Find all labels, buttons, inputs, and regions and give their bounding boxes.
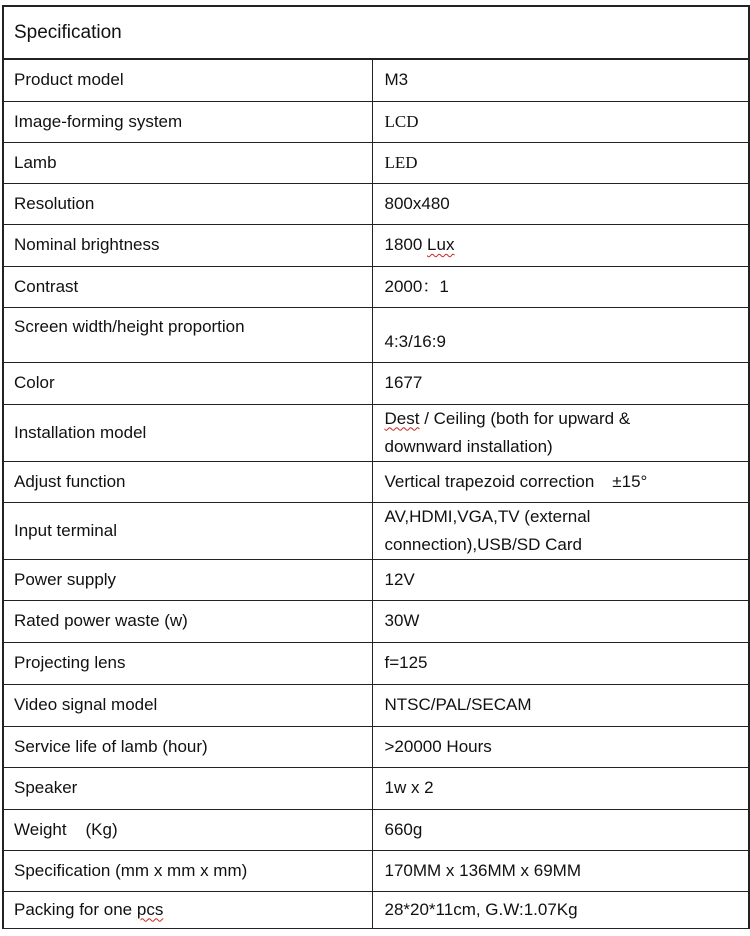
table-row — [4, 684, 748, 726]
row-value — [372, 461, 748, 502]
row-label: Lamb — [4, 142, 372, 183]
row-value: 660g — [372, 809, 748, 850]
row-label: Color — [4, 362, 372, 404]
row-value: >20000 Hours — [372, 726, 748, 767]
row-label-part: pcs — [136, 899, 164, 919]
row-label: Input terminal — [4, 502, 372, 559]
spec-sheet — [2, 5, 750, 929]
row-label: Nominal brightness — [4, 224, 372, 266]
row-value-part: / Ceiling (both for upward & — [419, 408, 631, 428]
row-label: Screen width/height proportion — [4, 307, 372, 362]
row-label: Projecting lens — [4, 642, 372, 684]
row-value-part: AV,HDMI,VGA,TV (external — [384, 506, 591, 526]
table-row — [4, 850, 748, 891]
row-label: Specification (mm x mm x mm) — [4, 850, 372, 891]
spec-table — [4, 60, 748, 929]
row-value-part: ±15° — [612, 471, 648, 491]
table-row — [4, 266, 748, 307]
row-value: 2000：1 — [372, 266, 748, 307]
row-value: 12V — [372, 559, 748, 600]
row-value-part: downward installation) — [384, 436, 553, 456]
row-value-part: connection),USB/SD Card — [384, 534, 582, 554]
row-label: Video signal model — [4, 684, 372, 726]
table-row — [4, 101, 748, 142]
table-row — [4, 642, 748, 684]
row-label: Service life of lamb (hour) — [4, 726, 372, 767]
row-value: 1677 — [372, 362, 748, 404]
table-row — [4, 767, 748, 809]
row-value: 28*20*11cm, G.W:1.07Kg — [372, 891, 748, 928]
row-label: Power supply — [4, 559, 372, 600]
table-row — [4, 404, 748, 461]
table-row — [4, 600, 748, 642]
row-label-part: Packing for one — [14, 899, 137, 919]
table-row — [4, 307, 748, 362]
row-label: Image-forming system — [4, 101, 372, 142]
row-value: LED — [372, 142, 748, 183]
row-value-part: Dest — [384, 408, 420, 428]
row-value: LCD — [372, 101, 748, 142]
table-row — [4, 891, 748, 928]
row-value-part: 1800 — [384, 235, 428, 254]
row-value — [372, 502, 748, 559]
table-title: Specification — [4, 7, 748, 60]
table-row — [4, 809, 748, 850]
row-value — [372, 224, 748, 266]
row-value-part: Vertical trapezoid correction — [384, 471, 595, 491]
row-value: f=125 — [372, 642, 748, 684]
table-row — [4, 502, 748, 559]
row-label — [4, 891, 372, 928]
table-row — [4, 726, 748, 767]
row-label: Rated power waste (w) — [4, 600, 372, 642]
row-label: Weight (Kg) — [4, 809, 372, 850]
row-label: Installation model — [4, 404, 372, 461]
table-row — [4, 362, 748, 404]
row-value: 1w x 2 — [372, 767, 748, 809]
table-row — [4, 142, 748, 183]
row-value: 800x480 — [372, 183, 748, 224]
row-label: Product model — [4, 60, 372, 101]
row-value: M3 — [372, 60, 748, 101]
table-row — [4, 60, 748, 101]
row-label: Speaker — [4, 767, 372, 809]
table-row — [4, 183, 748, 224]
row-label: Contrast — [4, 266, 372, 307]
row-value-part: Lux — [427, 235, 455, 254]
row-value: 30W — [372, 600, 748, 642]
table-row — [4, 461, 748, 502]
row-value — [372, 404, 748, 461]
table-row — [4, 224, 748, 266]
row-label: Adjust function — [4, 461, 372, 502]
row-value: NTSC/PAL/SECAM — [372, 684, 748, 726]
table-row — [4, 559, 748, 600]
row-label: Resolution — [4, 183, 372, 224]
row-value: 4:3/16:9 — [372, 307, 748, 362]
row-value: 170MM x 136MM x 69MM — [372, 850, 748, 891]
